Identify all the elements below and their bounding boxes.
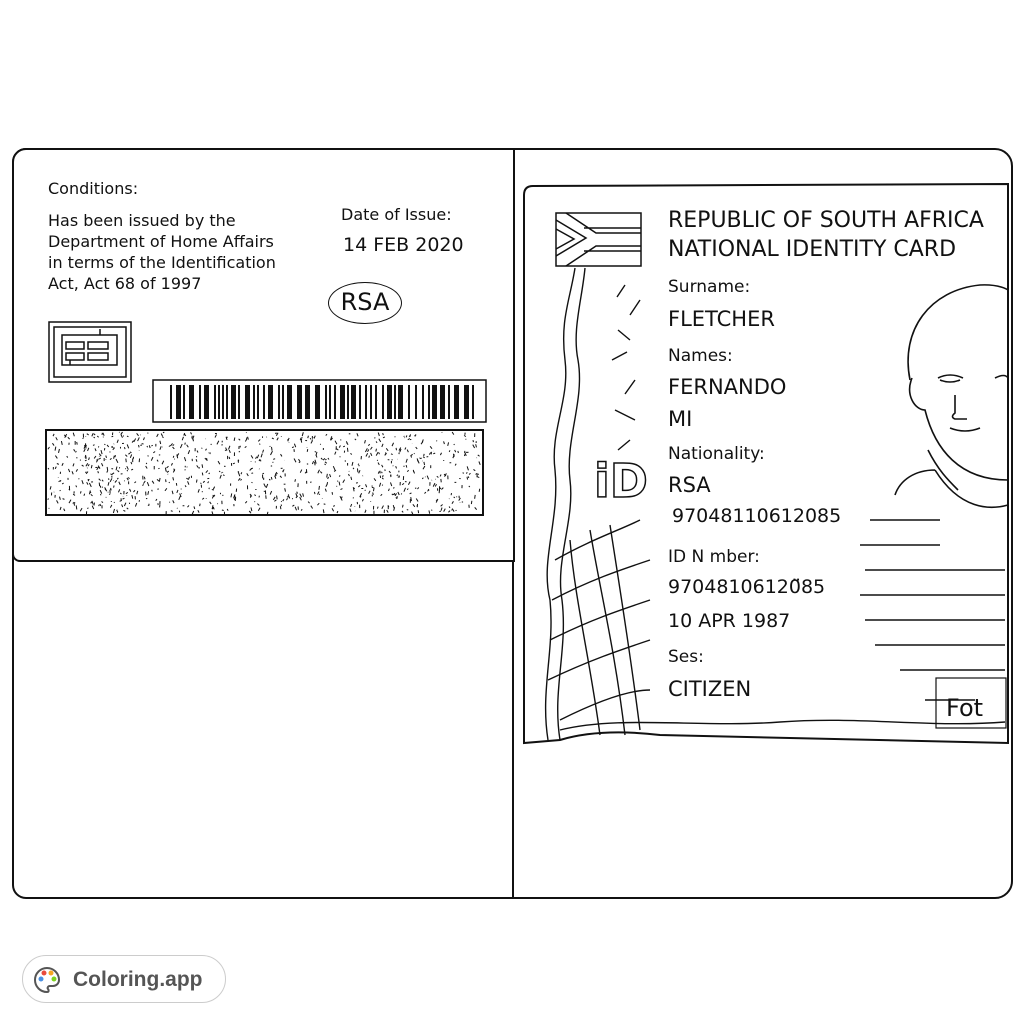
barcode-bar <box>214 385 216 419</box>
barcode-bar <box>415 385 417 419</box>
barcode-bar <box>183 385 185 419</box>
card-title-line2: NATIONAL IDENTITY CARD <box>668 237 957 262</box>
barcode-bar <box>398 385 403 419</box>
barcode-bar <box>375 385 377 419</box>
status-label: Ses: <box>668 647 704 667</box>
barcode-bar <box>257 385 259 419</box>
palette-icon <box>33 966 61 994</box>
barcode-bar <box>347 385 349 419</box>
barcode-bar <box>238 385 240 419</box>
card-title-line1: REPUBLIC OF SOUTH AFRICA <box>668 208 984 233</box>
barcode-bar <box>365 385 367 419</box>
date-of-birth: 10 APR 1987 <box>668 610 791 632</box>
barcode-bar <box>226 385 228 419</box>
machine-readable-pattern <box>46 430 483 516</box>
barcode-bar <box>394 385 396 419</box>
barcode-bar <box>472 385 474 419</box>
conditions-line: Department of Home Affairs <box>48 232 274 251</box>
barcode-bar <box>297 385 302 419</box>
rsa-stamp-text: RSA <box>340 288 390 316</box>
barcode-bar <box>218 385 220 419</box>
barcode-bar <box>325 385 327 419</box>
id-logo: iD <box>594 454 648 508</box>
barcode-bar <box>428 385 430 419</box>
surname-value: FLETCHER <box>668 307 775 331</box>
names-value-2: MI <box>668 407 693 431</box>
number-line: 97048110612085 <box>672 505 842 527</box>
barcode-bar <box>408 385 410 419</box>
nationality-value: RSA <box>668 473 711 497</box>
id-number-value: 97048106120̈85 <box>668 576 826 598</box>
barcode-bar <box>340 385 345 419</box>
date-of-issue-label: Date of Issue: <box>341 205 452 224</box>
coloring-app-badge[interactable] <box>22 955 226 1003</box>
status-value: CITIZEN <box>668 677 752 701</box>
barcode-bar <box>199 385 201 419</box>
conditions-line: Has been issued by the <box>48 211 236 230</box>
barcode-bar <box>189 385 194 419</box>
nationality-label: Nationality: <box>668 444 765 464</box>
conditions-label: Conditions: <box>48 179 139 198</box>
conditions-line: Act, Act 68 of 1997 <box>48 274 202 293</box>
barcode-bar <box>329 385 331 419</box>
barcode-bar <box>440 385 445 419</box>
barcode-bar <box>268 385 273 419</box>
barcode-bar <box>305 385 310 419</box>
brand-label: Coloring.app <box>73 968 203 991</box>
barcode-bar <box>263 385 265 419</box>
barcode-bar <box>370 385 372 419</box>
barcode-bar <box>334 385 336 419</box>
barcode <box>153 380 486 422</box>
date-of-issue: 14 FEB 2020 <box>343 234 464 256</box>
barcode-bar <box>359 385 361 419</box>
names-value: FERNANDO <box>668 375 787 399</box>
id-number-label: ID N mber: <box>668 547 760 567</box>
barcode-bar <box>422 385 424 419</box>
barcode-bar <box>231 385 236 419</box>
surname-label: Surname: <box>668 277 751 297</box>
barcode-bar <box>382 385 384 419</box>
barcode-bar <box>287 385 292 419</box>
barcode-bar <box>278 385 280 419</box>
chip-icon <box>49 322 131 382</box>
barcode-bar <box>387 385 392 419</box>
conditions-line: in terms of the Identification <box>48 253 276 272</box>
barcode-bar <box>170 385 172 419</box>
barcode-bar <box>204 385 209 419</box>
barcode-bar <box>454 385 459 419</box>
barcode-bar <box>245 385 250 419</box>
barcode-bar <box>351 385 356 419</box>
barcode-bar <box>176 385 181 419</box>
barcode-bar <box>222 385 224 419</box>
photo-mark: Fot <box>946 694 984 722</box>
barcode-bar <box>464 385 469 419</box>
barcode-bar <box>253 385 255 419</box>
names-label: Names: <box>668 346 733 366</box>
barcode-bar <box>315 385 320 419</box>
barcode-bar <box>282 385 284 419</box>
barcode-bar <box>432 385 437 419</box>
barcode-bar <box>448 385 450 419</box>
